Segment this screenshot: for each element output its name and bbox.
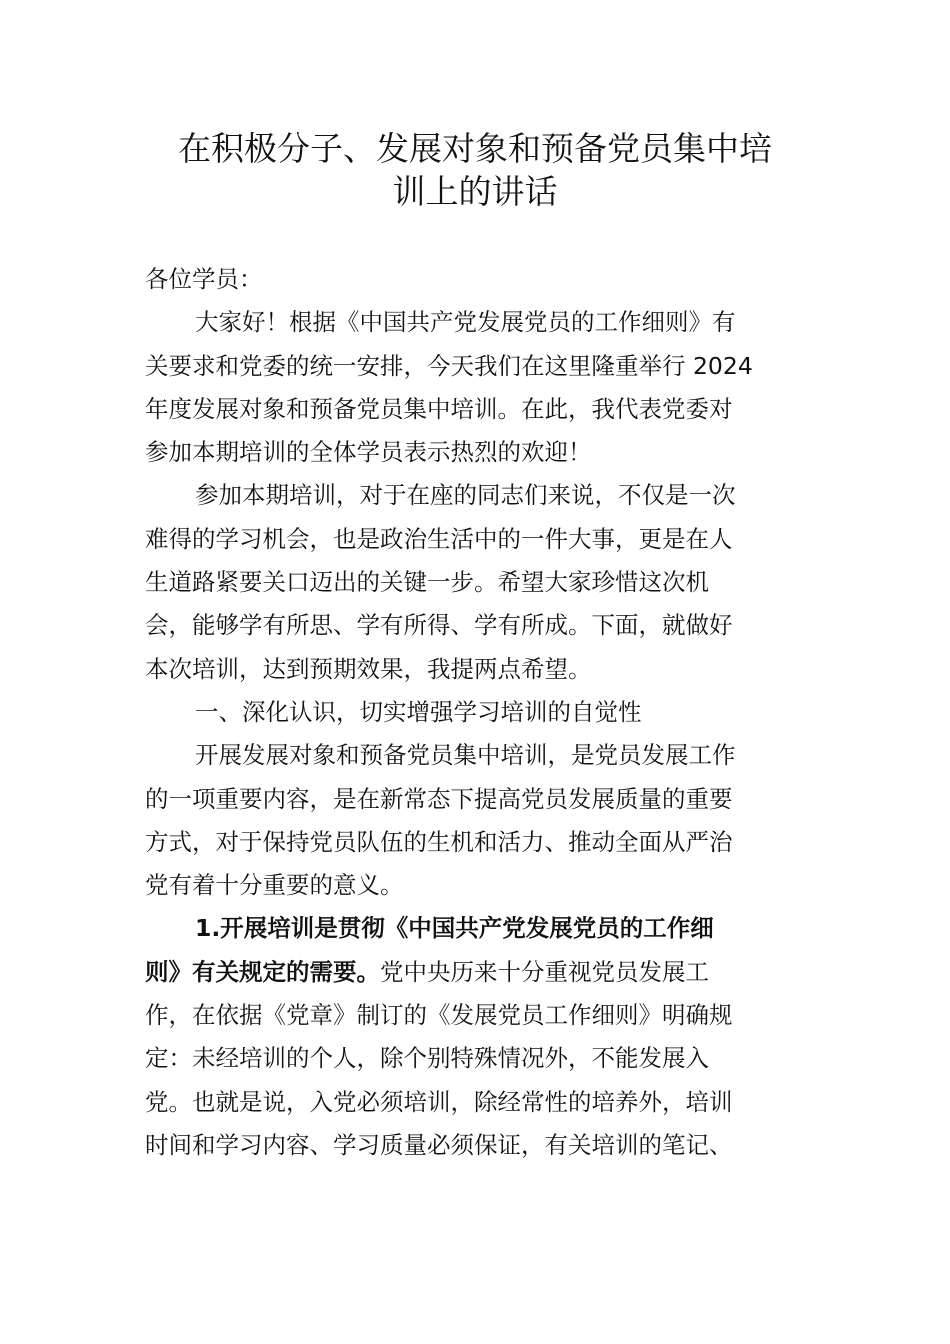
paragraph-line: 定：未经培训的个人，除个别特殊情况外，不能发展入 xyxy=(145,1044,709,1073)
paragraph-line: 难得的学习机会，也是政治生活中的一件大事，更是在人 xyxy=(145,524,733,553)
title-line: 训上的讲话 xyxy=(392,172,558,212)
paragraph-line: 方式，对于保持党员队伍的生机和活力、推动全面从严治 xyxy=(145,827,733,856)
paragraph-line: 的一项重要内容，是在新常态下提高党员发展质量的重要 xyxy=(145,784,733,813)
paragraph-line: 开展发展对象和预备党员集中培训，是党员发展工作 xyxy=(195,741,736,770)
paragraph-line: 关要求和党委的统一安排，今天我们在这里隆重举行 2024 xyxy=(145,351,753,380)
document-title xyxy=(150,126,800,213)
paragraph-text: 党中央历来十分重视党员发展工 xyxy=(380,957,709,986)
paragraph-line: 参加本期培训，对于在座的同志们来说，不仅是一次 xyxy=(195,481,736,510)
section-heading: 一、深化认识，切实增强学习培训的自觉性 xyxy=(195,697,642,726)
paragraph-line: 时间和学习内容、学习质量必须保证，有关培训的笔记、 xyxy=(145,1130,733,1159)
paragraph-line: 大家好！根据《中国共产党发展党员的工作细则》有 xyxy=(195,308,736,337)
paragraph-line: 本次培训，达到预期效果，我提两点希望。 xyxy=(145,654,592,683)
paragraph-line: 党有着十分重要的意义。 xyxy=(145,871,404,900)
paragraph-line: 会，能够学有所思、学有所得、学有所成。下面，就做好 xyxy=(145,611,733,640)
paragraph-line: 年度发展对象和预备党员集中培训。在此，我代表党委对 xyxy=(145,394,733,423)
document-body xyxy=(145,258,805,1167)
paragraph-line: 作，在依据《党章》制订的《发展党员工作细则》明确规 xyxy=(145,1001,733,1030)
title-line: 在积极分子、发展对象和预备党员集中培 xyxy=(178,129,772,168)
paragraph-line: 党。也就是说，入党必须培训，除经常性的培养外，培训 xyxy=(145,1087,733,1116)
salutation: 各位学员： xyxy=(145,265,263,293)
subheading-line: 1.开展培训是贯彻《中国共产党发展党员的工作细 xyxy=(195,914,714,943)
paragraph-line: 参加本期培训的全体学员表示热烈的欢迎！ xyxy=(145,438,592,467)
paragraph-line: 生道路紧要关口迈出的关键一步。希望大家珍惜这次机 xyxy=(145,568,709,597)
subheading-tail: 则》有关规定的需要。 xyxy=(145,957,380,986)
paragraph-line xyxy=(145,951,805,994)
